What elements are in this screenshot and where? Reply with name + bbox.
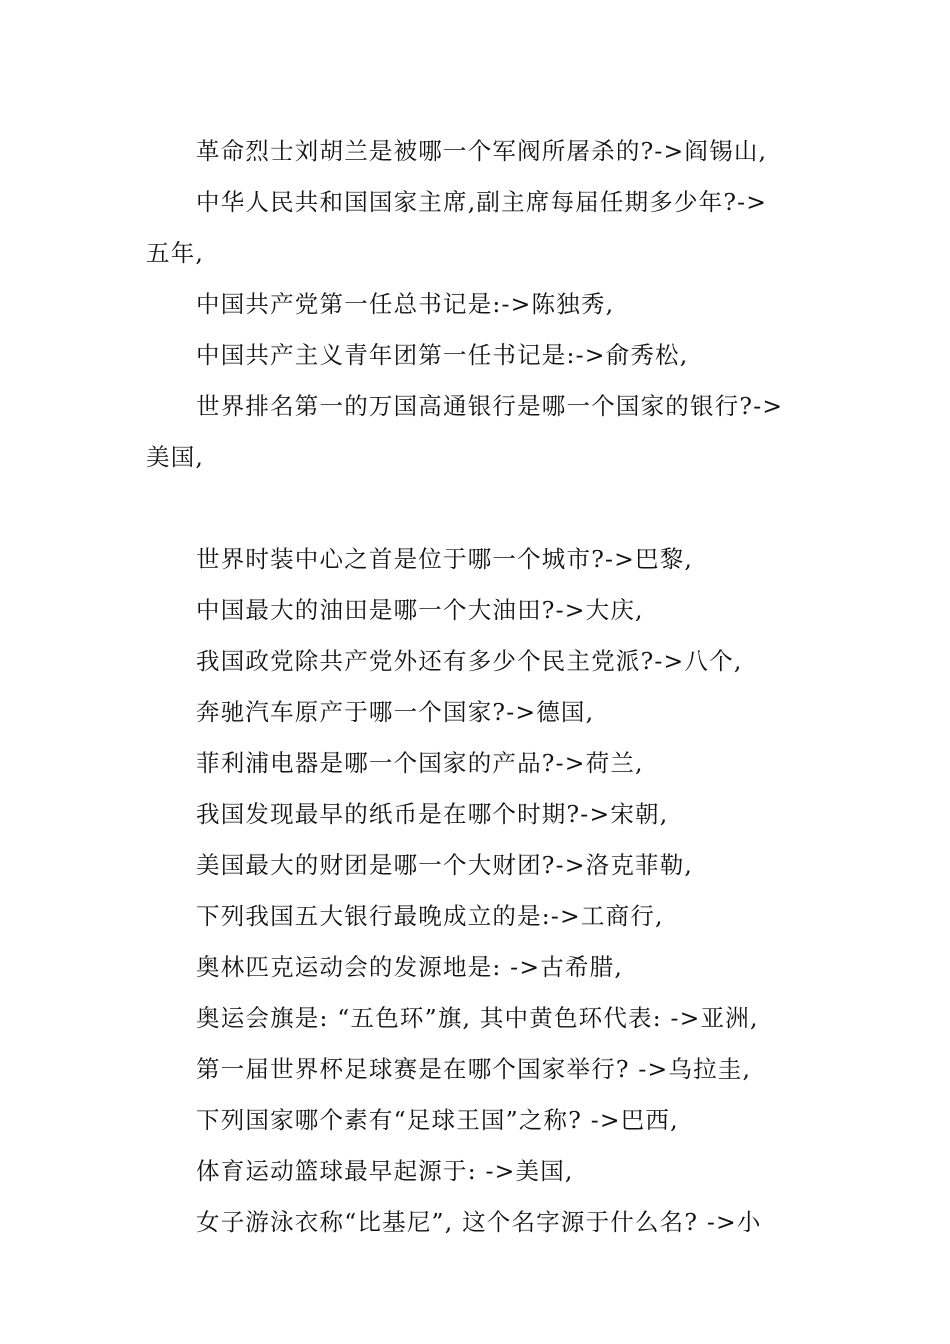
paragraph-line: 世界时装中心之首是位于哪一个城市?->巴黎, <box>196 545 694 573</box>
question-block-1 <box>146 126 818 483</box>
paragraph-line: 我国发现最早的纸币是在哪个时期?->宋朝, <box>196 800 669 828</box>
paragraph-line: 奥运会旗是: “五色环”旗, 其中黄色环代表: ->亚洲, <box>196 1004 759 1032</box>
paragraph-line: 中国最大的油田是哪一个大油田?->大庆, <box>196 596 644 624</box>
paragraph-line: 中国共产主义青年团第一任书记是:->俞秀松, <box>196 341 689 369</box>
paragraph-line: 下列我国五大银行最晚成立的是:->工商行, <box>196 902 664 930</box>
paragraph-line: 第一届世界杯足球赛是在哪个国家举行? ->乌拉圭, <box>196 1055 752 1083</box>
document-body <box>146 126 818 1248</box>
paragraph-line: 女子游泳衣称“比基尼”, 这个名字源于什么名? ->小 <box>196 1208 762 1236</box>
paragraph-line: 体育运动篮球最早起源于: ->美国, <box>196 1157 574 1185</box>
paragraph-line: 中华人民共和国国家主席,副主席每届任期多少年?-> <box>196 188 768 216</box>
paragraph-line: 奔驰汽车原产于哪一个国家?->德国, <box>196 698 595 726</box>
paragraph-continuation: 五年, <box>146 239 205 267</box>
paragraph-line: 菲利浦电器是哪一个国家的产品?->荷兰, <box>196 749 644 777</box>
paragraph-line: 中国共产党第一任总书记是:->陈独秀, <box>196 290 615 318</box>
question-block-2 <box>146 534 818 1248</box>
paragraph-line: 下列国家哪个素有“足球王国”之称? ->巴西, <box>196 1106 679 1134</box>
paragraph-line: 奥林匹克运动会的发源地是: ->古希腊, <box>196 953 623 981</box>
paragraph-line: 革命烈士刘胡兰是被哪一个军阀所屠杀的?->阎锡山, <box>196 137 768 165</box>
paragraph-line: 我国政党除共产党外还有多少个民主党派?->八个, <box>196 647 743 675</box>
paragraph-line: 世界排名第一的万国高通银行是哪一个国家的银行?-> <box>196 392 784 420</box>
blank-line <box>146 483 818 534</box>
paragraph-continuation: 美国, <box>146 443 205 471</box>
paragraph-line: 美国最大的财团是哪一个大财团?->洛克菲勒, <box>196 851 694 879</box>
